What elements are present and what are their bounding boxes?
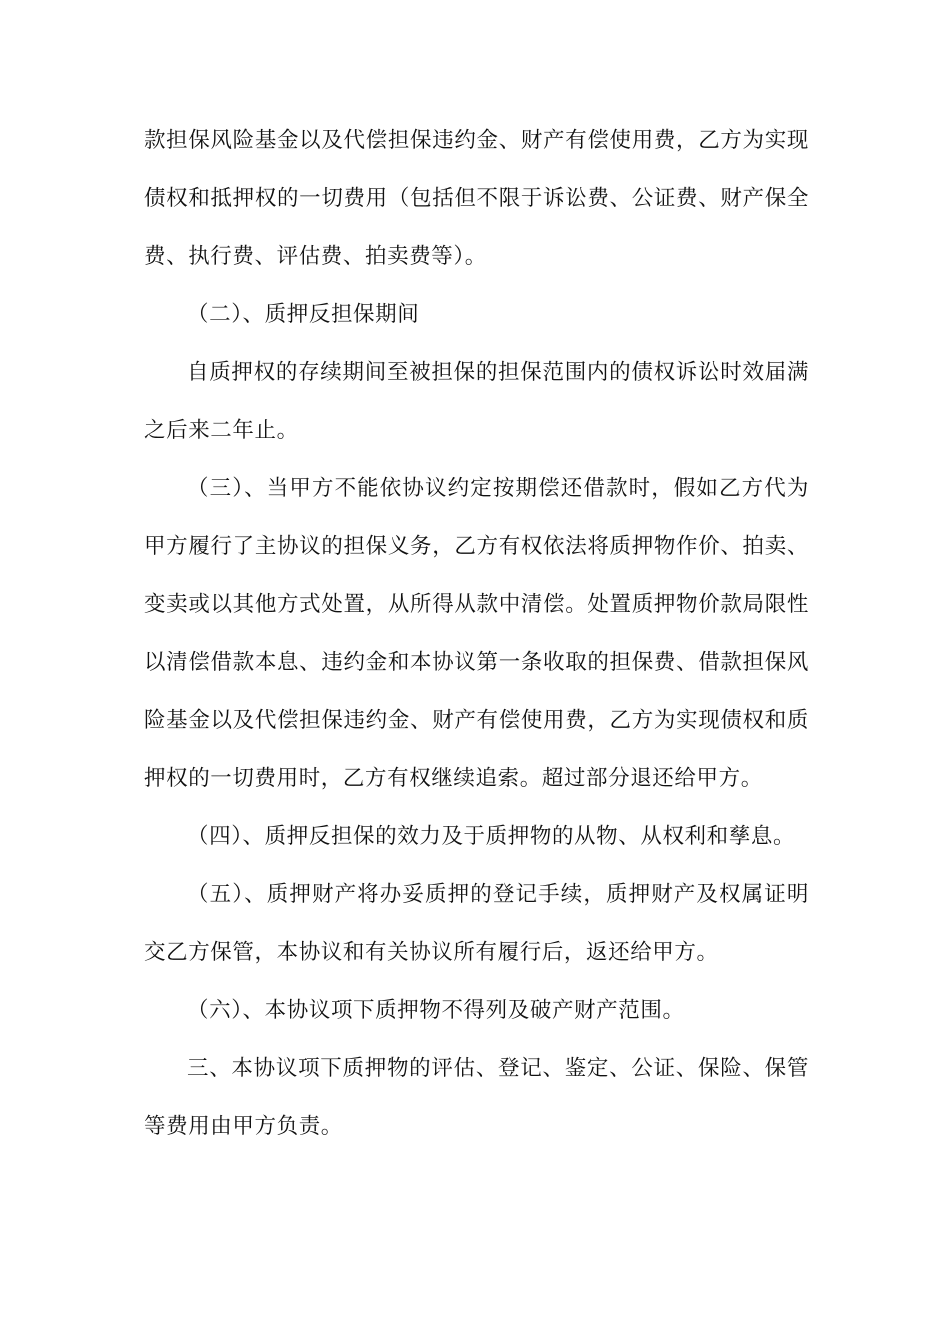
paragraph-section-6: （六）、本协议项下质押物不得列及破产财产范围。 [187,998,685,1023]
paragraph-article-3: 三、本协议项下质押物的评估、登记、鉴定、公证、保险、保管等费用由甲方负责。 [144,1056,809,1139]
paragraph-section-5: （五）、质押财产将办妥质押的登记手续，质押财产及权属证明交乙方保管，本协议和有关协议所有履行后，返还给甲方。 [144,882,809,965]
document-body [144,112,809,1156]
paragraph-section-4: （四）、质押反担保的效力及于质押物的从物、从权利和孳息。 [187,824,796,849]
paragraph-section-3: （三）、当甲方不能依协议约定按期偿还借款时，假如乙方代为甲方履行了主协议的担保义务，乙方有权依法将质押物作价、拍卖、变卖或以其他方式处置，从所得从款中清偿。处置质押物价款局限性以清偿借款本息、违约金和本协议第一条收取的担保费、借款担保风险基金以及代偿担保违约金、财产有偿使用费，乙方为实现债权和质押权的一切费用时，乙方有权继续追索。超过部分退还给甲方。 [144,476,809,791]
paragraph-section-2-body: 自质押权的存续期间至被担保的担保范围内的债权诉讼时效届满之后来二年止。 [144,360,809,443]
paragraph-section-2-heading: （二）、质押反担保期间 [187,302,420,327]
paragraph-continuation: 款担保风险基金以及代偿担保违约金、财产有偿使用费，乙方为实现债权和抵押权的一切费用（包括但不限于诉讼费、公证费、财产保全费、执行费、评估费、拍卖费等）。 [144,128,809,269]
